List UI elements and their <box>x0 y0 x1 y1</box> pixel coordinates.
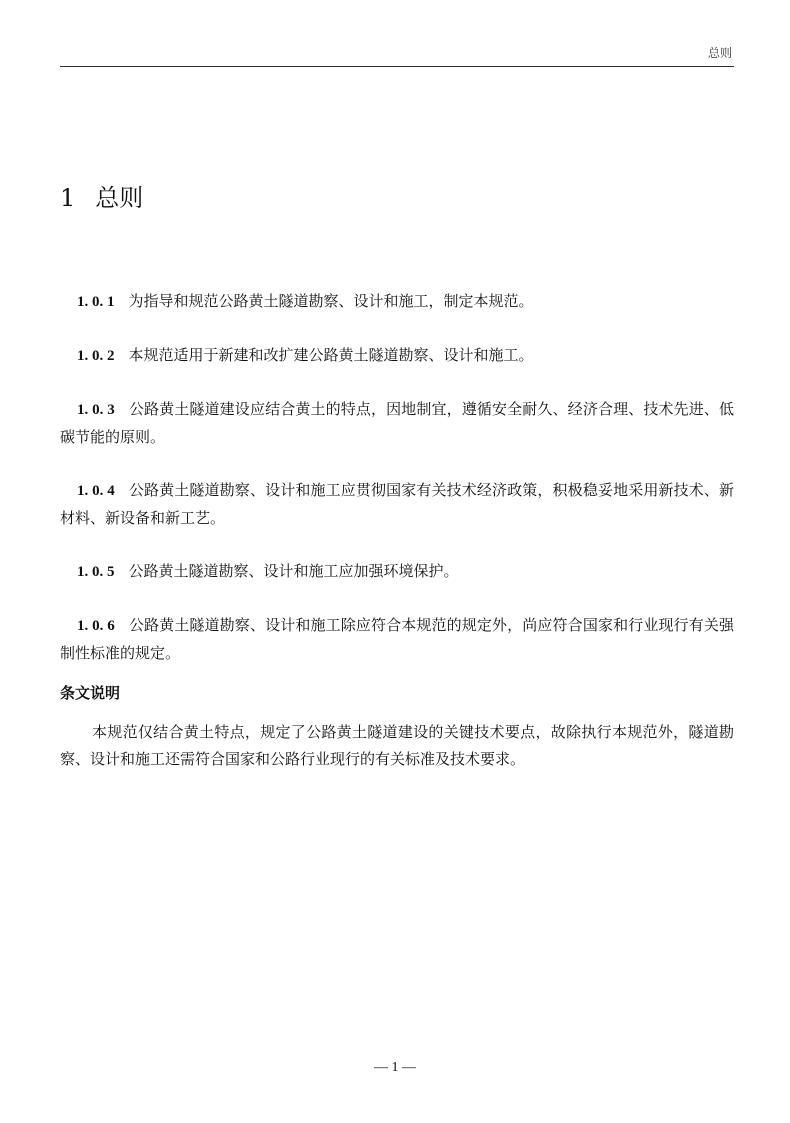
page-number: — 1 — <box>374 1060 416 1075</box>
clause-number: 1. 0. 3 <box>77 402 115 418</box>
clause-text: 公路黄土隧道勘察、设计和施工应加强环境保护。 <box>128 562 459 580</box>
clause-list <box>60 288 734 693</box>
clause-text: 公路黄土隧道勘察、设计和施工应贯彻国家有关技术经济政策，积极稳妥地采用新技术、新材料、新设备和新工艺。 <box>60 481 734 527</box>
clause-number: 1. 0. 4 <box>77 483 115 499</box>
explanation-title: 条文说明 <box>60 684 121 702</box>
clause-number: 1. 0. 2 <box>77 348 115 364</box>
clause-text: 公路黄土隧道勘察、设计和施工除应符合本规范的规定外，尚应符合国家和行业现行有关强制性标准的规定。 <box>60 616 734 662</box>
running-header: 总则 <box>707 46 732 60</box>
clause-1-0-1 <box>60 288 734 316</box>
clause-number: 1. 0. 5 <box>77 564 115 580</box>
header-divider <box>60 66 734 67</box>
chapter-heading-text: 总则 <box>95 184 144 212</box>
chapter-title <box>60 178 143 213</box>
clause-text: 本规范适用于新建和改扩建公路黄土隧道勘察、设计和施工。 <box>128 346 534 364</box>
clause-1-0-6 <box>60 612 734 667</box>
clause-number: 1. 0. 1 <box>77 294 115 310</box>
explanation-body: 本规范仅结合黄土特点，规定了公路黄土隧道建设的关键技术要点，故除执行本规范外，隧道勘察、设计和施工还需符合国家和公路行业现行的有关标准及技术要求。 <box>60 723 734 768</box>
chapter-number: 1 <box>60 184 76 212</box>
clause-1-0-2 <box>60 342 734 370</box>
clause-1-0-4 <box>60 477 734 532</box>
clause-1-0-5 <box>60 558 734 586</box>
clause-text: 公路黄土隧道建设应结合黄土的特点，因地制宜，遵循安全耐久、经济合理、技术先进、低碳节能的原则。 <box>60 400 734 446</box>
clause-number: 1. 0. 6 <box>77 618 115 634</box>
clause-text: 为指导和规范公路黄土隧道勘察、设计和施工，制定本规范。 <box>128 292 534 310</box>
clause-1-0-3 <box>60 396 734 451</box>
